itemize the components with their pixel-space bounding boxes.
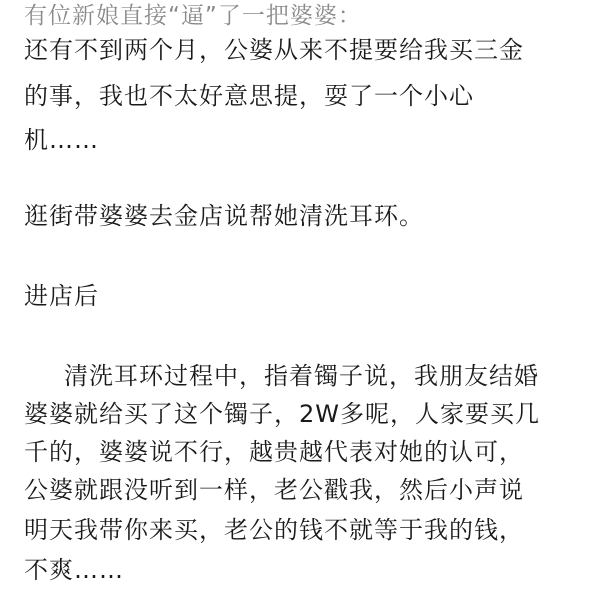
- paragraph-4-line-1: 清洗耳环过程中，指着镯子说，我朋友结婚: [64, 362, 539, 390]
- paragraph-4-line-4: 公婆就跟没听到一样，老公戳我，然后小声说: [24, 476, 524, 504]
- paragraph-1-line-2: 的事，我也不太好意思提，耍了一个小心: [24, 82, 474, 110]
- paragraph-4-line-2: 婆婆就给买了这个镯子，2W多呢，人家要买几: [24, 400, 540, 428]
- paragraph-1-line-3: 机……: [24, 126, 99, 154]
- paragraph-4-line-3: 千的，婆婆说不行，越贵越代表对她的认可，: [24, 438, 524, 466]
- paragraph-3: 进店后: [24, 282, 99, 310]
- post-title: 有位新娘直接“逼”了一把婆婆：: [24, 3, 362, 29]
- paragraph-4-line-6: 不爽……: [24, 556, 124, 584]
- paragraph-2: 逛街带婆婆去金店说帮她清洗耳环。: [24, 202, 424, 230]
- paragraph-4-line-5: 明天我带你来买，老公的钱不就等于我的钱，: [24, 516, 524, 544]
- paragraph-1-line-1: 还有不到两个月，公婆从来不提要给我买三金: [24, 36, 524, 64]
